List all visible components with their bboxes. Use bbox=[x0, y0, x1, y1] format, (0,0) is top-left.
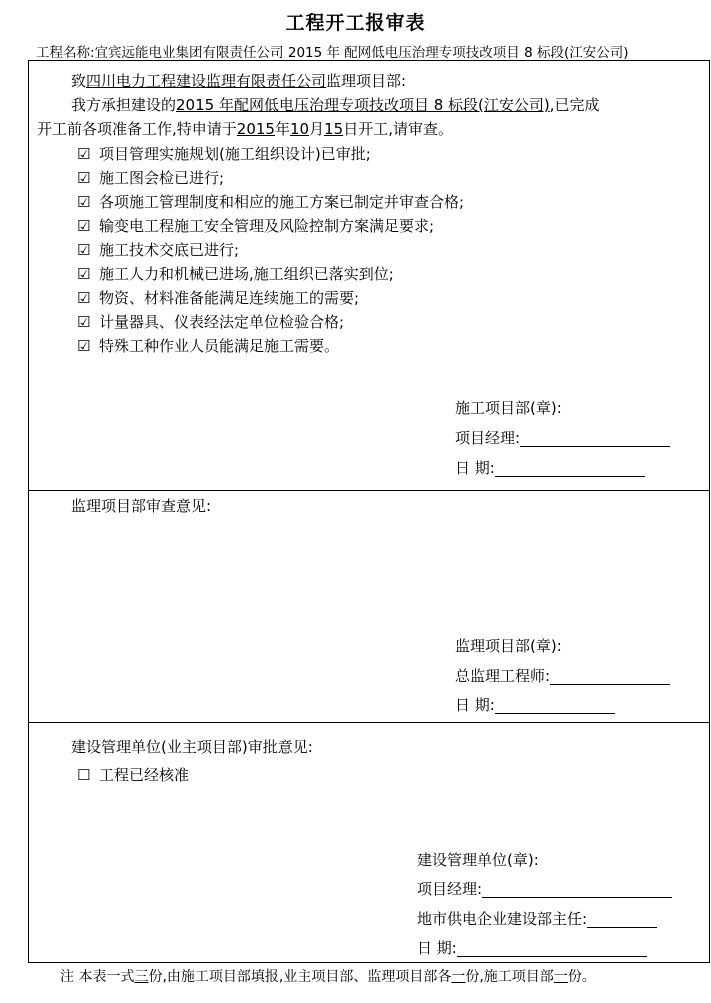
application-line-2 bbox=[71, 96, 600, 114]
form-title: 工程开工报审表 bbox=[285, 12, 426, 34]
project-name-row bbox=[36, 41, 629, 61]
checkbox-checked-icon[interactable]: ☑ bbox=[77, 169, 91, 187]
copies-each: 一 bbox=[451, 969, 466, 985]
checklist-item[interactable]: ☑ 项目管理实施规划(施工组织设计)已审批; bbox=[77, 145, 371, 163]
form-table bbox=[28, 60, 710, 963]
checkbox-checked-icon[interactable]: ☑ bbox=[77, 313, 91, 331]
addressee-line bbox=[71, 72, 406, 90]
director-signature-field[interactable] bbox=[587, 913, 657, 928]
owner-date-label: 日 期: bbox=[417, 939, 457, 957]
checkbox-checked-icon[interactable]: ☑ bbox=[77, 241, 91, 259]
footer-note: 注 本表一式三份,由施工项目部填报,业主项目部、监理项目部各一份,施工项目部一份。 bbox=[60, 969, 596, 985]
checkbox-checked-icon[interactable]: ☑ bbox=[77, 145, 91, 163]
checklist-item[interactable]: ☑ 施工技术交底已进行; bbox=[77, 241, 240, 259]
supervisor-date-row bbox=[455, 696, 615, 714]
checklist-item[interactable]: ☑ 施工图会检已进行; bbox=[77, 169, 225, 187]
construction-manager-label: 项目经理: bbox=[455, 429, 521, 447]
start-year: 2015 bbox=[236, 120, 275, 138]
construction-manager-signature-field[interactable] bbox=[520, 432, 670, 447]
owner-date-field[interactable] bbox=[457, 942, 647, 957]
checkbox-checked-icon[interactable]: ☑ bbox=[77, 289, 91, 307]
line3-suffix: 日开工,请审查。 bbox=[343, 120, 453, 138]
addressee-suffix: 监理项目部: bbox=[326, 72, 407, 90]
chief-engineer-row bbox=[455, 667, 670, 685]
line2-prefix: 我方承担建设的 bbox=[71, 96, 177, 114]
line2-project: 2015 年配网低电压治理专项技改项目 8 标段(江安公司) bbox=[176, 96, 550, 114]
checklist-item[interactable]: ☑ 施工人力和机械已进场,施工组织已落实到位; bbox=[77, 265, 394, 283]
application-section bbox=[29, 61, 709, 491]
supervisor-date-label: 日 期: bbox=[455, 696, 495, 714]
checklist-item[interactable]: ☑ 输变电工程施工安全管理及风险控制方案满足要求; bbox=[77, 217, 435, 235]
start-day: 15 bbox=[324, 120, 344, 138]
line2-suffix: ,已完成 bbox=[549, 96, 600, 114]
director-row bbox=[417, 910, 657, 928]
project-name-value: 宜宾远能电业集团有限责任公司 2015 年 配网低电压治理专项技改项目 8 标段(江安公司) bbox=[94, 45, 629, 61]
supervisor-org: 四川电力工程建设监理有限责任公司 bbox=[86, 72, 327, 90]
checkbox-empty-icon[interactable]: ☐ bbox=[77, 766, 91, 784]
checklist-item[interactable]: ☑ 物资、材料准备能满足连续施工的需要; bbox=[77, 289, 360, 307]
supervisor-review-heading: 监理项目部审查意见: bbox=[71, 497, 212, 515]
owner-approval-heading: 建设管理单位(业主项目部)审批意见: bbox=[71, 738, 313, 756]
application-line-3 bbox=[37, 120, 453, 138]
owner-manager-signature-field[interactable] bbox=[482, 883, 672, 898]
approval-checkbox-row[interactable] bbox=[77, 766, 189, 784]
copies-total: 三 bbox=[134, 969, 149, 985]
copies-self: 一 bbox=[553, 969, 568, 985]
supervisor-review-section bbox=[29, 491, 709, 723]
checkbox-checked-icon[interactable]: ☑ bbox=[77, 217, 91, 235]
chief-engineer-signature-field[interactable] bbox=[550, 670, 670, 685]
construction-manager-row bbox=[455, 429, 670, 447]
owner-date-row bbox=[417, 939, 647, 957]
start-month: 10 bbox=[289, 120, 310, 138]
checklist-item[interactable]: ☑ 各项施工管理制度和相应的施工方案已制定并审查合格; bbox=[77, 193, 465, 211]
owner-manager-label: 项目经理: bbox=[417, 880, 483, 898]
year-unit: 年 bbox=[274, 120, 290, 138]
owner-approval-section bbox=[29, 723, 709, 963]
owner-unit-seal-label: 建设管理单位(章): bbox=[417, 851, 539, 869]
approval-label: 工程已经核准 bbox=[99, 766, 190, 784]
line3-prefix: 开工前各项准备工作,特申请于 bbox=[37, 120, 237, 138]
owner-manager-row bbox=[417, 880, 672, 898]
checklist-item[interactable]: ☑ 计量器具、仪表经法定单位检验合格; bbox=[77, 313, 345, 331]
supervisor-dept-seal-label: 监理项目部(章): bbox=[455, 637, 562, 655]
checkbox-checked-icon[interactable]: ☑ bbox=[77, 193, 91, 211]
chief-engineer-label: 总监理工程师: bbox=[455, 667, 551, 685]
construction-date-label: 日 期: bbox=[455, 459, 495, 477]
checklist-item[interactable]: ☑ 特殊工种作业人员能满足施工需要。 bbox=[77, 337, 340, 355]
checkbox-checked-icon[interactable]: ☑ bbox=[77, 265, 91, 283]
construction-date-field[interactable] bbox=[495, 462, 645, 477]
construction-date-row bbox=[455, 459, 645, 477]
project-name-label: 工程名称: bbox=[36, 45, 95, 61]
supervisor-date-field[interactable] bbox=[495, 699, 615, 714]
month-unit: 月 bbox=[309, 120, 325, 138]
director-label: 地市供电企业建设部主任: bbox=[417, 910, 588, 928]
addressee-prefix: 致 bbox=[71, 72, 87, 90]
checkbox-checked-icon[interactable]: ☑ bbox=[77, 337, 91, 355]
construction-dept-seal-label: 施工项目部(章): bbox=[455, 399, 562, 417]
